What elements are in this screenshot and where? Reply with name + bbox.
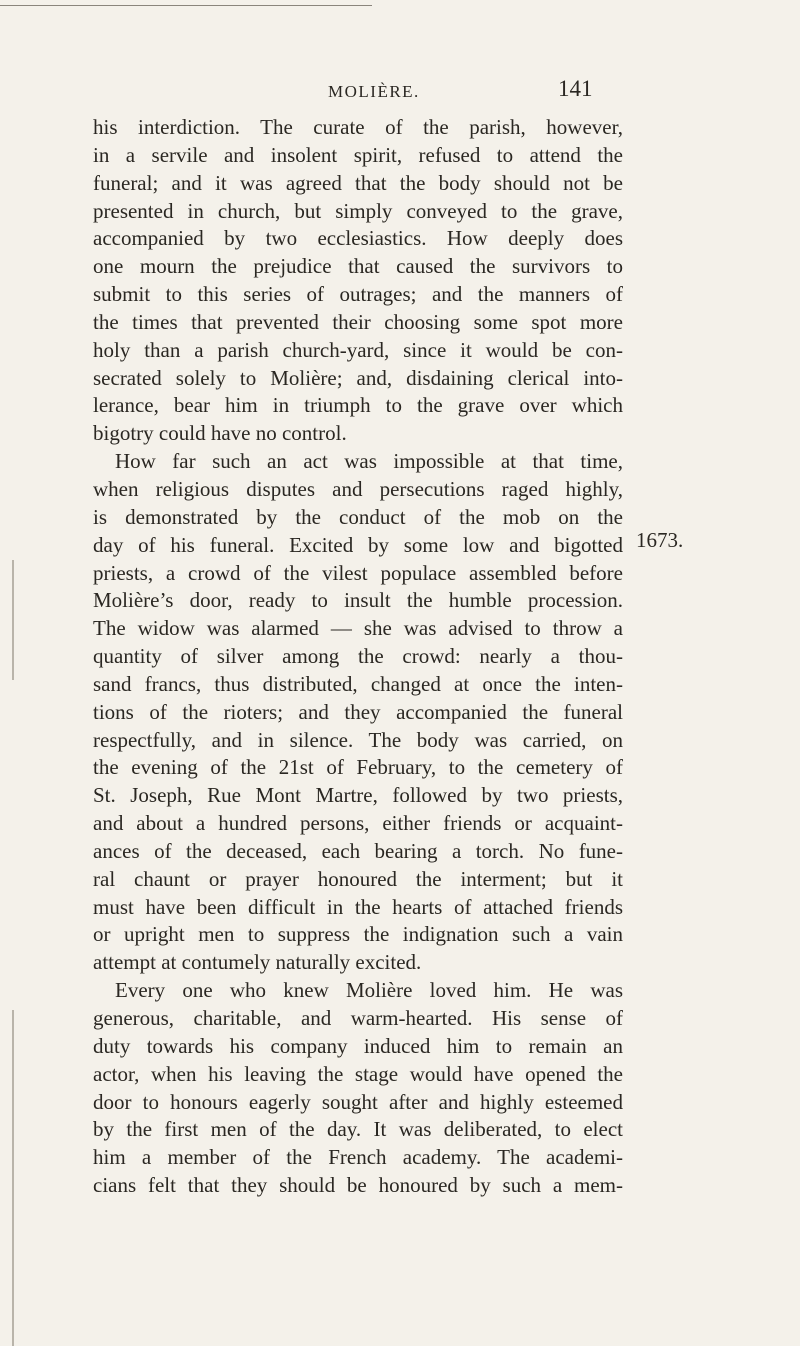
text-line: cians felt that they should be honoured by such a mem-	[93, 1173, 623, 1198]
text-line: ances of the deceased, each bearing a torch. No fune-	[93, 838, 623, 863]
text-line: in a servile and insolent spirit, refused to attend the	[93, 142, 623, 167]
text-line: presented in church, but simply conveyed to the grave,	[93, 198, 623, 223]
text-line: holy than a parish church-yard, since it would be con-	[93, 337, 623, 362]
text-line: ral chaunt or prayer honoured the interment; but it	[93, 866, 623, 891]
text-line: priests, a crowd of the vilest populace assembled before	[93, 560, 623, 585]
text-line: secrated solely to Molière; and, disdaining clerical into-	[93, 365, 623, 390]
text-line: accompanied by two ecclesiastics. How deeply does	[93, 226, 623, 251]
top-edge-rule	[0, 5, 372, 6]
text-line: sand francs, thus distributed, changed at once the inten-	[93, 671, 623, 696]
text-line: attempt at contumely naturally excited.	[93, 950, 422, 975]
text-line: must have been difficult in the hearts of attached friends	[93, 894, 623, 919]
text-line: actor, when his leaving the stage would have opened the	[93, 1061, 623, 1086]
text-line: his interdiction. The curate of the parish, however,	[93, 115, 623, 139]
binding-shadow-mark	[12, 1010, 14, 1346]
text-line: and about a hundred persons, either friends or acquaint-	[93, 811, 623, 836]
text-line: bigotry could have no control.	[93, 421, 347, 446]
text-line: him a member of the French academy. The academi-	[93, 1145, 623, 1170]
text-line: lerance, bear him in triumph to the grave over which	[93, 393, 623, 418]
text-line: by the first men of the day. It was deliberated, to elect	[93, 1117, 623, 1142]
text-line: day of his funeral. Excited by some low and bigotted	[93, 532, 623, 557]
page-header	[0, 76, 800, 106]
text-line: Molière’s door, ready to insult the humble procession.	[93, 588, 623, 613]
text-line: door to honours eagerly sought after and highly esteemed	[93, 1089, 623, 1114]
text-line: is demonstrated by the conduct of the mob on the	[93, 504, 623, 529]
binding-shadow-mark	[12, 560, 14, 680]
body-text	[93, 114, 623, 1200]
text-line: or upright men to suppress the indignation such a vain	[93, 922, 623, 947]
text-line: when religious disputes and persecutions raged highly,	[93, 476, 623, 501]
text-line: respectfully, and in silence. The body was carried, on	[93, 727, 623, 752]
text-line: The widow was alarmed — she was advised to throw a	[93, 616, 623, 641]
text-line: funeral; and it was agreed that the body should not be	[93, 170, 623, 195]
margin-date-note: 1673.	[636, 528, 684, 552]
text-line: tions of the rioters; and they accompanied the funeral	[93, 699, 623, 724]
page-number: 141	[558, 76, 593, 101]
text-line: St. Joseph, Rue Mont Martre, followed by two priests,	[93, 783, 623, 808]
text-line: submit to this series of outrages; and the manners of	[93, 282, 623, 307]
text-line: the evening of the 21st of February, to the cemetery of	[93, 755, 623, 780]
text-line: one mourn the prejudice that caused the survivors to	[93, 254, 623, 279]
text-line: quantity of silver among the crowd: nearly a thou-	[93, 644, 623, 669]
text-line: duty towards his company induced him to remain an	[93, 1033, 623, 1058]
text-line: the times that prevented their choosing some spot more	[93, 309, 623, 334]
text-line: How far such an act was impossible at that time,	[115, 449, 623, 474]
text-line: generous, charitable, and warm-hearted. His sense of	[93, 1006, 623, 1030]
running-head: MOLIÈRE.	[328, 82, 420, 101]
text-line: Every one who knew Molière loved him. He was	[115, 978, 623, 1003]
